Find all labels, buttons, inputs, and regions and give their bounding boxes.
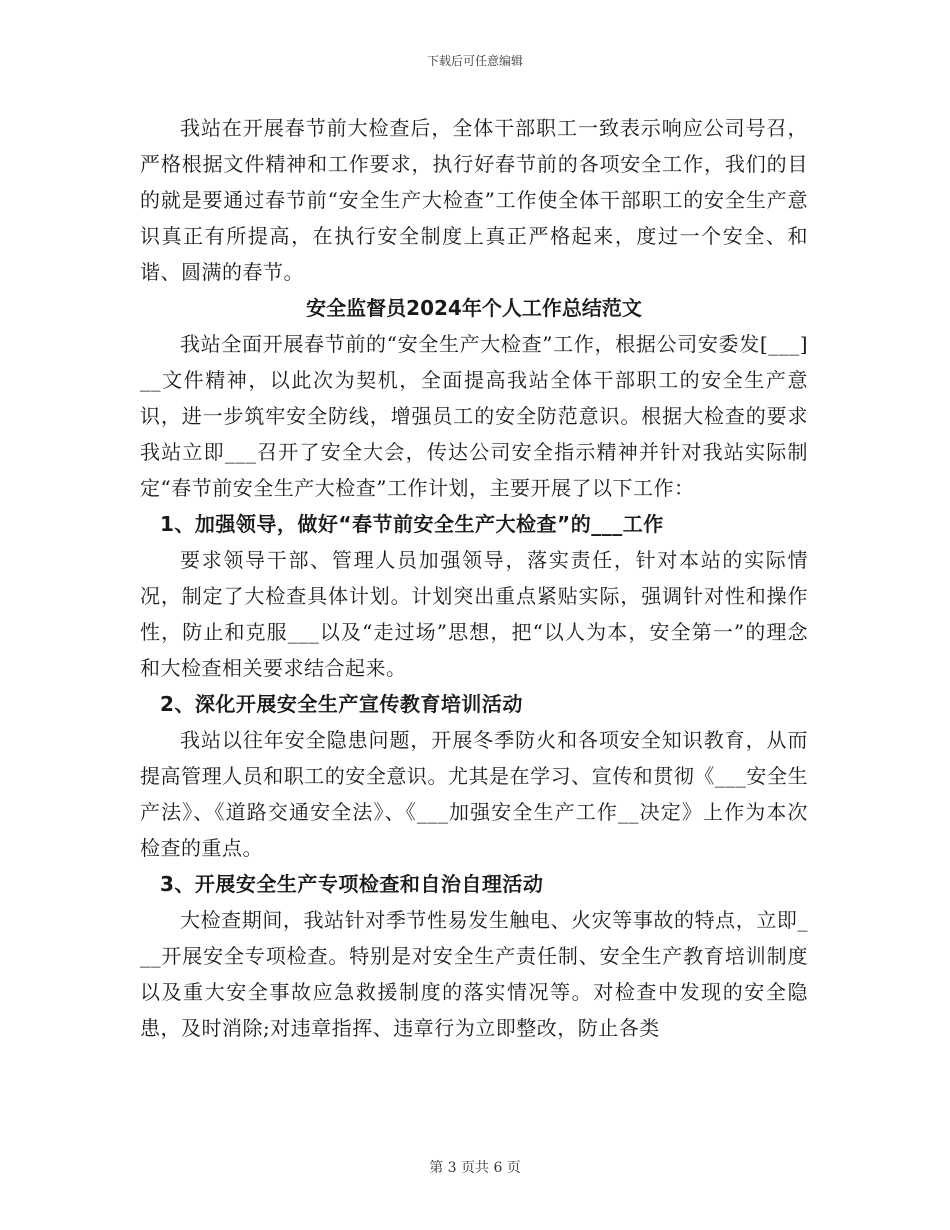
page-header: 下载后可任意编辑 — [426, 54, 523, 68]
paragraph-section-1: 要求领导干部、管理人员加强领导，落实责任，针对本站的实际情况，制定了大检查具体计划。计划突出重点紧贴实际，强调针对性和操作性，防止和克服___以及“走过场”思想，把“以人为本，安全第一”的理念和大检查相关要求结合起来。 — [140, 548, 808, 680]
paragraph-intro: 我站在开展春节前大检查后，全体干部职工一致表示响应公司号召，严格根据文件精神和工作要求，执行好春节前的各项安全工作，我们的目的就是要通过春节前“安全生产大检查”工作使全体干部职工的安全生产意识真正有所提高，在执行安全制度上真正严格起来，度过一个安全、和谐、圆满的春节。 — [140, 116, 808, 284]
section-heading-2: 2、深化开展安全生产宣传教育培训活动 — [160, 692, 523, 716]
page-footer: 第 3 页共 6 页 — [429, 1160, 521, 1176]
paragraph-overview: 我站全面开展春节前的“安全生产大检查”工作，根据公司安委发[___]__文件精神，以此次为契机，全面提高我站全体干部职工的安全生产意识，进一步筑牢安全防线，增强员工的安全防范意识。根据大检查的要求我站立即___召开了安全大会，传达公司安全指示精神并针对我站实际制定“春节前安全生产大检查”工作计划，主要开展了以下工作： — [140, 332, 808, 500]
section-heading-3: 3、开展安全生产专项检查和自治自理活动 — [160, 872, 544, 896]
paragraph-section-3: 大检查期间，我站针对季节性易发生触电、火灾等事故的特点，立即___开展安全专项检查。特别是对安全生产责任制、安全生产教育培训制度以及重大安全事故应急救援制度的落实情况等。对检查中发现的安全隐患，及时消除;对违章指挥、违章行为立即整改，防止各类 — [140, 908, 808, 1040]
document-title: 安全监督员2024年个人工作总结范文 — [306, 296, 642, 320]
document-body — [140, 110, 808, 1046]
section-heading-1: 1、加强领导，做好“春节前安全生产大检查”的___工作 — [160, 512, 664, 536]
paragraph-section-2: 我站以往年安全隐患问题，开展冬季防火和各项安全知识教育，从而提高管理人员和职工的安全意识。尤其是在学习、宣传和贯彻《___安全生产法》、《道路交通安全法》、《___加强安全生产工作__决定》上作为本次检查的重点。 — [140, 728, 808, 860]
